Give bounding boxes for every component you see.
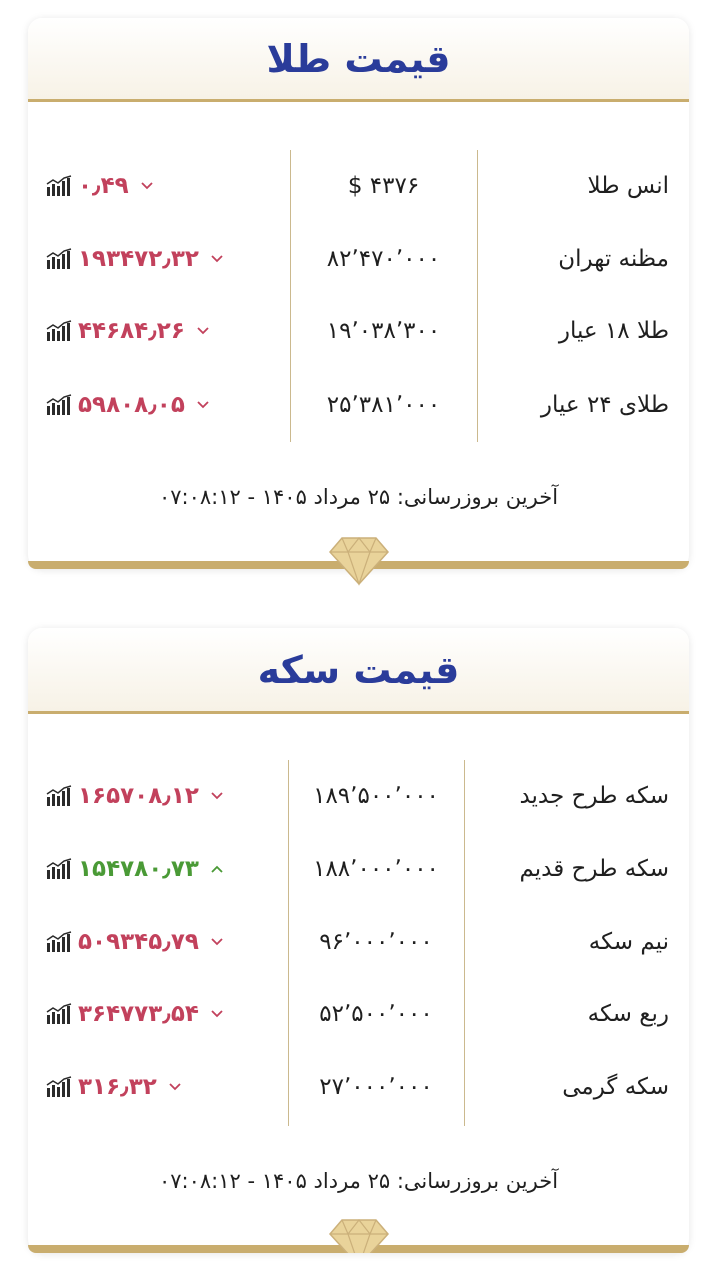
change-value: ۳۶۴۷۷۳٫۵۴ xyxy=(78,1001,199,1027)
coin-row-change xyxy=(46,1067,183,1107)
bar-chart-icon[interactable] xyxy=(46,1076,72,1098)
coin-card-title: قیمت سکه xyxy=(257,647,460,692)
gold-row-price: ۲۵٬۳۸۱٬۰۰۰ xyxy=(326,392,441,418)
bar-chart-icon[interactable] xyxy=(46,1003,72,1025)
change-value: ۴۴۶۸۴٫۲۶ xyxy=(78,318,185,344)
last-updated: آخرین بروزرسانی: ۲۵ مرداد ۱۴۰۵ - ۰۷:۰۸:۱۲ xyxy=(158,1169,559,1193)
coin-row-change xyxy=(46,849,225,889)
bar-chart-icon[interactable] xyxy=(46,858,72,880)
coin-row-price: ۹۶٬۰۰۰٬۰۰۰ xyxy=(319,929,433,955)
chevron-down-icon xyxy=(195,323,211,339)
coin-row xyxy=(28,776,689,816)
gold-row-name: طلا ۱۸ عیار xyxy=(558,318,669,344)
bar-chart-icon[interactable] xyxy=(46,931,72,953)
gold-row-price: ۴۳۷۶ $ xyxy=(347,173,420,199)
change-value: ۱۶۵۷۰۸٫۱۲ xyxy=(78,783,199,809)
coin-row-change xyxy=(46,994,225,1034)
gold-row-name: طلای ۲۴ عیار xyxy=(540,392,669,418)
chevron-down-icon xyxy=(195,397,211,413)
coin-row-price: ۱۸۸٬۰۰۰٬۰۰۰ xyxy=(313,856,439,882)
coin-row xyxy=(28,922,689,962)
gold-row xyxy=(28,239,689,279)
coin-row-price: ۱۸۹٬۵۰۰٬۰۰۰ xyxy=(313,783,439,809)
coin-row-change xyxy=(46,776,225,816)
bar-chart-icon[interactable] xyxy=(46,785,72,807)
gold-price-card xyxy=(28,18,689,569)
change-value: ۵۹۸۰۸٫۰۵ xyxy=(78,392,185,418)
coin-row-name: سکه طرح جدید xyxy=(519,783,669,809)
diamond-icon xyxy=(328,534,390,586)
diamond-icon xyxy=(328,1216,390,1253)
gold-row-name: مظنه تهران xyxy=(558,246,669,272)
coin-row-price: ۲۷٬۰۰۰٬۰۰۰ xyxy=(319,1074,433,1100)
gold-row-change xyxy=(46,385,211,425)
coin-row xyxy=(28,849,689,889)
coin-price-card xyxy=(28,628,689,1253)
change-value: ۵۰۹۳۴۵٫۷۹ xyxy=(78,929,199,955)
chevron-down-icon xyxy=(167,1079,183,1095)
gold-row-name: انس طلا xyxy=(587,173,669,199)
coin-row-name: سکه گرمی xyxy=(562,1074,669,1100)
coin-row-name: نیم سکه xyxy=(588,929,669,955)
chevron-down-icon xyxy=(209,251,225,267)
change-value: ۱۹۳۴۷۲٫۳۲ xyxy=(78,246,199,272)
gold-row xyxy=(28,166,689,206)
gold-row-change xyxy=(46,239,225,279)
bar-chart-icon[interactable] xyxy=(46,175,72,197)
bar-chart-icon[interactable] xyxy=(46,248,72,270)
last-updated: آخرین بروزرسانی: ۲۵ مرداد ۱۴۰۵ - ۰۷:۰۸:۱۲ xyxy=(158,485,559,509)
chevron-down-icon xyxy=(209,934,225,950)
chevron-down-icon xyxy=(139,178,155,194)
gold-row xyxy=(28,311,689,351)
coin-row-price: ۵۲٬۵۰۰٬۰۰۰ xyxy=(319,1001,433,1027)
coin-row xyxy=(28,1067,689,1107)
coin-card-header xyxy=(28,628,689,714)
bar-chart-icon[interactable] xyxy=(46,394,72,416)
chevron-up-icon xyxy=(209,861,225,877)
bar-chart-icon[interactable] xyxy=(46,320,72,342)
gold-card-title: قیمت طلا xyxy=(266,36,451,81)
chevron-down-icon xyxy=(209,1006,225,1022)
change-value: ۰٫۴۹ xyxy=(78,173,129,199)
change-value: ۳۱۶٫۳۲ xyxy=(78,1074,157,1100)
gold-card-header xyxy=(28,18,689,102)
coin-row-change xyxy=(46,922,225,962)
gold-row-change xyxy=(46,166,155,206)
coin-row-name: سکه طرح قدیم xyxy=(519,856,669,882)
gold-row xyxy=(28,385,689,425)
chevron-down-icon xyxy=(209,788,225,804)
coin-row xyxy=(28,994,689,1034)
change-value: ۱۵۴۷۸۰٫۷۳ xyxy=(78,856,199,882)
coin-row-name: ربع سکه xyxy=(587,1001,669,1027)
gold-row-price: ۸۲٬۴۷۰٬۰۰۰ xyxy=(326,246,441,272)
gold-row-price: ۱۹٬۰۳۸٬۳۰۰ xyxy=(326,318,441,344)
gold-row-change xyxy=(46,311,211,351)
